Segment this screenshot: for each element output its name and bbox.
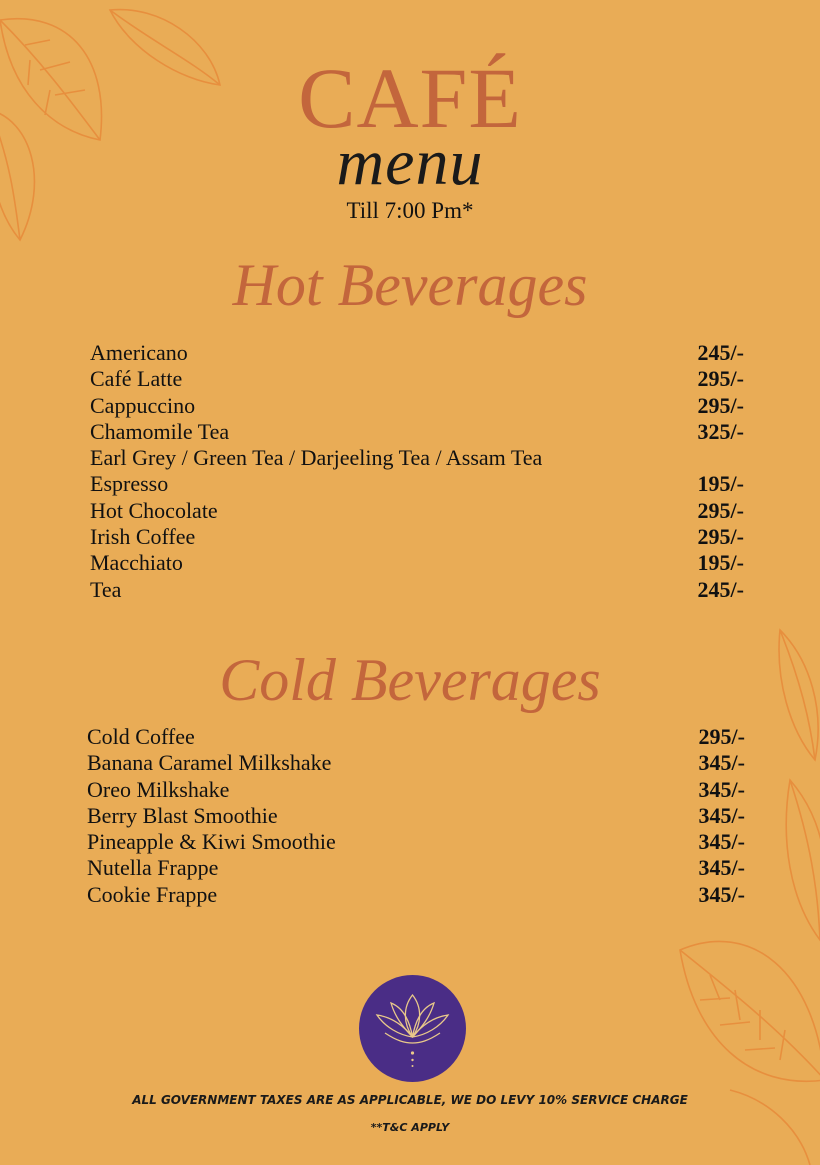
menu-item — [87, 750, 745, 776]
menu-item — [90, 393, 744, 419]
menu-item — [90, 419, 744, 445]
section-heading-hot-beverages: Hot Beverages — [232, 252, 588, 318]
menu-item — [90, 366, 744, 392]
menu-item — [90, 498, 744, 524]
item-price: 245/- — [697, 576, 744, 602]
item-price: 295/- — [697, 524, 744, 550]
item-name: Banana Caramel Milkshake — [87, 750, 332, 776]
item-price: 345/- — [698, 750, 745, 776]
menu-item — [90, 340, 744, 366]
menu-item — [90, 577, 744, 603]
item-name: Cookie Frappe — [87, 881, 218, 907]
serving-hours: Till 7:00 Pm* — [346, 198, 474, 223]
item-price: 295/- — [697, 497, 744, 523]
item-price: 195/- — [697, 550, 744, 576]
item-price: 345/- — [698, 855, 745, 881]
menu-item — [87, 724, 745, 750]
item-price: 195/- — [697, 471, 744, 497]
item-name: Chamomile Tea — [90, 418, 230, 444]
hot-beverages-list — [90, 340, 744, 603]
item-name: Americano — [90, 340, 188, 365]
item-name: Oreo Milkshake — [87, 776, 230, 802]
item-price: 295/- — [697, 392, 744, 418]
item-name: Café Latte — [90, 366, 183, 392]
terms-note: **T&C APPLY — [370, 1121, 450, 1134]
menu-item — [87, 829, 745, 855]
section-heading-cold-beverages: Cold Beverages — [219, 647, 601, 713]
item-name: Pineapple & Kiwi Smoothie — [87, 829, 336, 855]
page-title: CAFÉ — [298, 50, 522, 146]
menu-item — [90, 445, 744, 471]
menu-item — [87, 882, 745, 908]
item-name: Tea — [90, 576, 122, 602]
item-name: Cappuccino — [90, 392, 196, 418]
item-price: 345/- — [698, 829, 745, 855]
menu-item — [87, 777, 745, 803]
item-price: 345/- — [698, 881, 745, 907]
tax-note: ALL GOVERNMENT TAXES ARE AS APPLICABLE, WE DO LEVY 10% SERVICE CHARGE — [132, 1093, 688, 1107]
item-price: 295/- — [698, 724, 745, 749]
item-name: Macchiato — [90, 550, 183, 576]
item-name: Earl Grey / Green Tea / Darjeeling Tea / Assam Tea — [90, 445, 543, 471]
item-price: 295/- — [697, 366, 744, 392]
item-name: Espresso — [90, 471, 169, 497]
item-price: 345/- — [698, 802, 745, 828]
menu-item — [87, 803, 745, 829]
item-name: Berry Blast Smoothie — [87, 802, 278, 828]
item-price: 345/- — [698, 776, 745, 802]
menu-item — [90, 550, 744, 576]
item-name: Nutella Frappe — [87, 855, 219, 881]
item-name: Cold Coffee — [87, 724, 195, 749]
menu-script-title: menu — [336, 126, 484, 199]
item-price: 325/- — [697, 418, 744, 444]
item-name: Hot Chocolate — [90, 497, 218, 523]
lotus-logo-icon — [359, 975, 466, 1082]
item-name: Irish Coffee — [90, 524, 196, 550]
cold-beverages-list — [87, 724, 745, 908]
menu-item — [90, 471, 744, 497]
menu-item — [87, 855, 745, 881]
menu-item — [90, 524, 744, 550]
item-price: 245/- — [697, 340, 744, 365]
